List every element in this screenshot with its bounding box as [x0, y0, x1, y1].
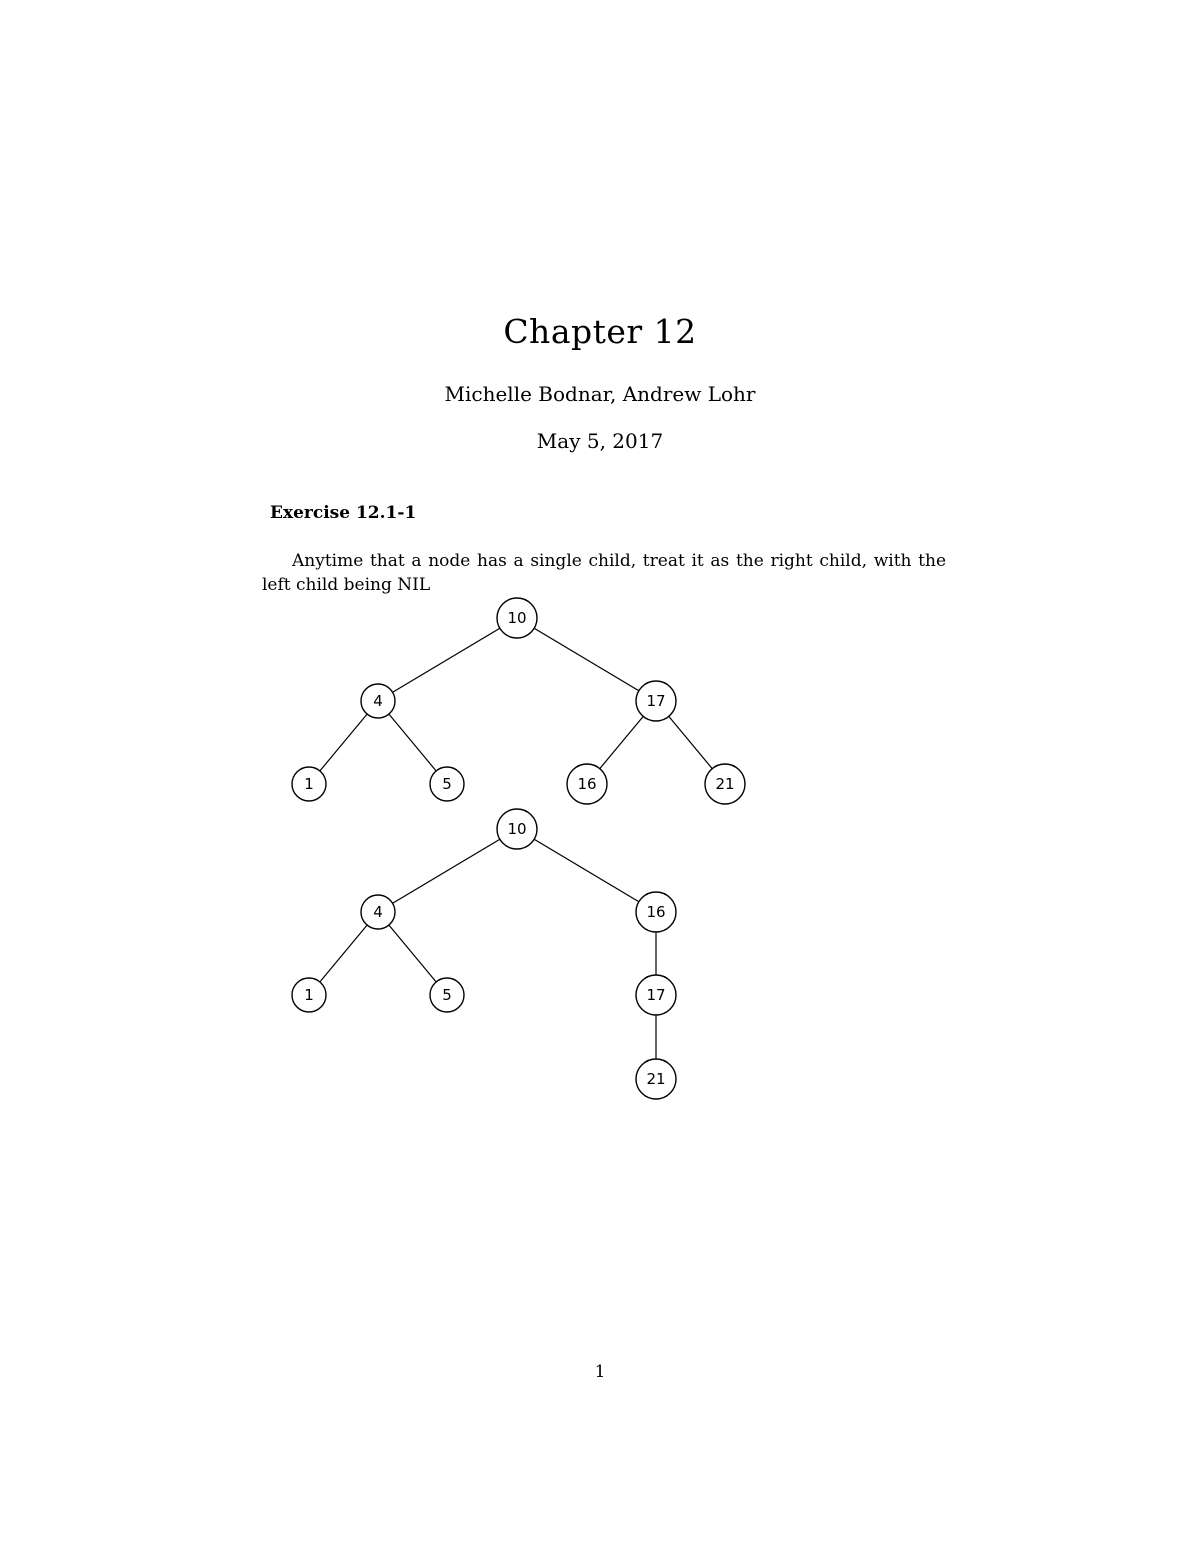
tree1-node-right — [636, 681, 676, 721]
tree2-edge-root-right — [517, 829, 656, 912]
tree1-node-root-label: 10 — [507, 609, 527, 627]
tree2-node-right-right-right — [636, 1059, 676, 1099]
tree1-node-right-left-label: 16 — [577, 775, 597, 793]
tree2-node-right-right — [636, 975, 676, 1015]
tree2-node-left-right-label: 5 — [442, 986, 452, 1004]
exercise-text: Anytime that a node has a single child, treat it as the right child, with the left child being NIL — [262, 551, 946, 595]
tree2-edge-root-left — [378, 829, 517, 912]
tree2-node-left-left — [292, 978, 326, 1012]
tree2-node-left-right — [430, 978, 464, 1012]
tree1-node-left-label: 4 — [373, 692, 383, 710]
tree1-node-left-right-label: 5 — [442, 775, 452, 793]
tree-diagram-1 — [0, 595, 1200, 810]
tree1-node-right-left — [567, 764, 607, 804]
tree1-edge-root-right — [517, 618, 656, 701]
tree2-node-right — [636, 892, 676, 932]
tree1-node-root — [497, 598, 537, 638]
tree1-node-left — [361, 684, 395, 718]
tree1-node-left-left — [292, 767, 326, 801]
tree1-edge-root-left — [378, 618, 517, 701]
tree2-node-right-right-label: 17 — [646, 986, 666, 1004]
tree1-node-right-right-label: 21 — [715, 775, 735, 793]
tree2-node-left-left-label: 1 — [304, 986, 314, 1004]
exercise-heading: Exercise 12.1-1 — [270, 503, 417, 523]
tree2-node-left-label: 4 — [373, 903, 383, 921]
tree1-node-left-left-label: 1 — [304, 775, 314, 793]
tree2-node-root — [497, 809, 537, 849]
tree-diagram-2 — [0, 806, 1200, 1102]
tree2-node-right-right-right-label: 21 — [646, 1070, 666, 1088]
authors: Michelle Bodnar, Andrew Lohr — [444, 382, 756, 406]
tree2-node-left — [361, 895, 395, 929]
document-date: May 5, 2017 — [536, 429, 664, 453]
tree1-node-left-right — [430, 767, 464, 801]
page-number: 1 — [594, 1362, 606, 1382]
tree1-node-right-label: 17 — [646, 692, 666, 710]
tree2-node-right-label: 16 — [646, 903, 666, 921]
tree2-node-root-label: 10 — [507, 820, 527, 838]
chapter-title: Chapter 12 — [503, 312, 697, 351]
tree1-node-right-right — [705, 764, 745, 804]
